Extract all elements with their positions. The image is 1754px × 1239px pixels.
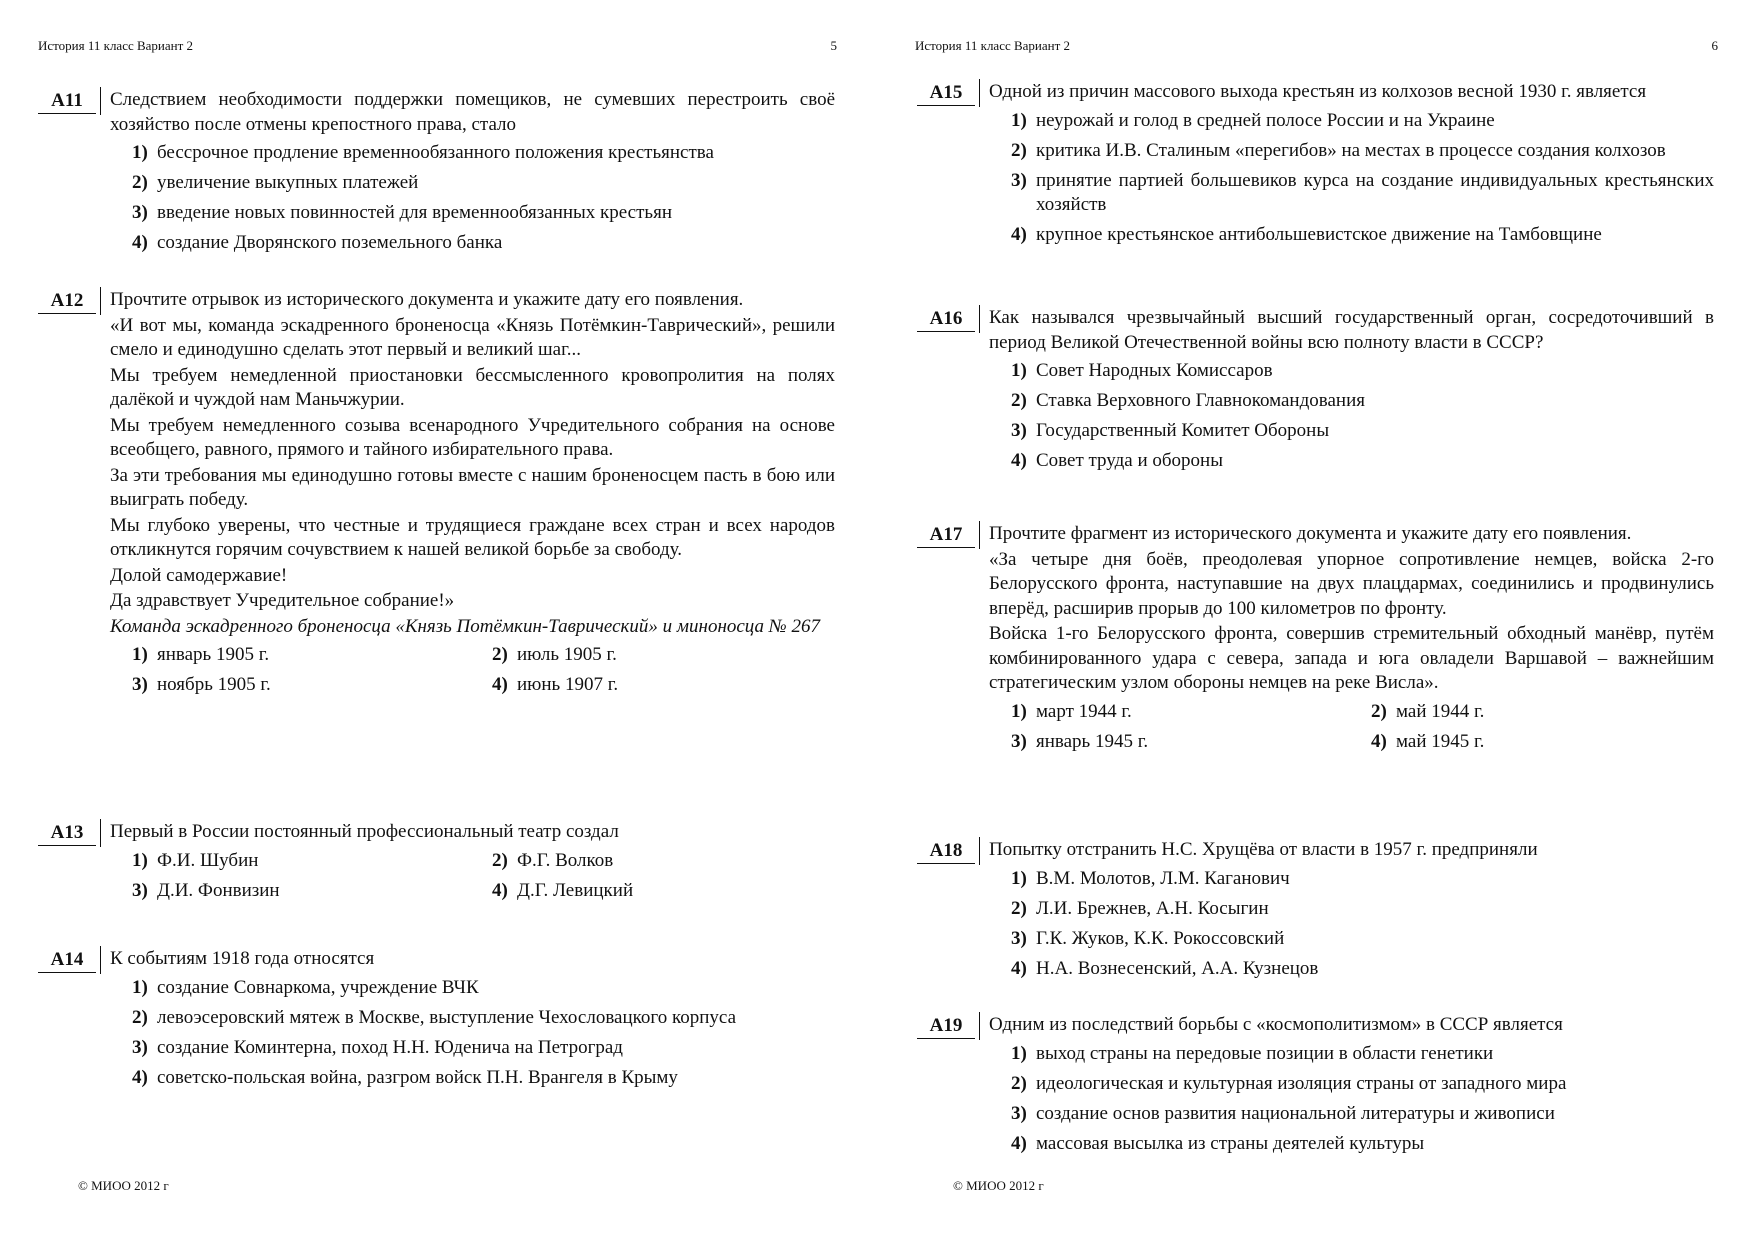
answer-option[interactable]: 3) Государственный Комитет Обороны bbox=[1011, 420, 1330, 441]
page-header bbox=[915, 38, 1718, 54]
question-a13 bbox=[38, 820, 835, 903]
question-label: A19 bbox=[917, 1014, 975, 1039]
answer-option[interactable]: 3) Д.И. Фонвизин bbox=[132, 879, 280, 901]
question-a16 bbox=[917, 306, 1714, 479]
question-label: A18 bbox=[917, 839, 975, 864]
answer-option[interactable]: 3) создание Коминтерна, поход Н.Н. Юденича на Петроград bbox=[132, 1036, 623, 1058]
answer-option[interactable]: 2) Ф.Г. Волков bbox=[492, 849, 614, 871]
answer-options bbox=[1011, 867, 1714, 981]
question-text: Прочтите отрывок из исторического документа и укажите дату его появления. «И вот мы, команда эскадренного броненосца «Князь Потёмкин-Таврический», решили смело и единодушно сделать этот первый и великий шаг... Мы требуем немедленной приостановки бессмысленного кровопролития на полях далёкой и чуждой нам Маньчжурии. Мы требуем немедленного созыва всенародного Учредительного собрания на основе всеобщего, равного, прямого и тайного избирательного права. За эти требования мы единодушно готовы вместе с нашим броненосцем пасть в бою или выиграть победу. Мы глубоко уверены, что честные и трудящиеся граждане всех стран и всех народов откликнутся горячим сочувствием к нашей великой борьбе за свободу. Долой самодержавие! Да здравствует Учредительное собрание!» Команда эскадренного броненосца «Князь Потёмкин-Таврический» и миноносца № 267 bbox=[110, 288, 835, 639]
page-footer: © МИОО 2012 г bbox=[953, 1178, 1044, 1193]
answer-option[interactable]: 4) создание Дворянского поземельного банка bbox=[132, 232, 503, 253]
document-source: Команда эскадренного броненосца «Князь Потёмкин-Таврический» и миноносца № 267 bbox=[110, 615, 820, 637]
answer-options bbox=[132, 976, 835, 1090]
answer-option[interactable]: 3) принятие партией большевиков курса на создание индивидуальных крестьянских хозяйств bbox=[1011, 169, 1714, 215]
answer-option[interactable]: 1) В.М. Молотов, Л.М. Каганович bbox=[1011, 867, 1290, 889]
answer-option[interactable]: 1) выход страны на передовые позиции в области генетики bbox=[1011, 1042, 1494, 1064]
answer-option[interactable]: 1) Ф.И. Шубин bbox=[132, 849, 259, 871]
answer-options bbox=[1011, 1042, 1714, 1156]
question-a17 bbox=[917, 522, 1714, 754]
answer-option[interactable]: 4) крупное крестьянское антибольшевистское движение на Тамбовщине bbox=[1011, 223, 1602, 245]
question-a12 bbox=[38, 288, 835, 697]
answer-option[interactable]: 1) январь 1905 г. bbox=[132, 644, 270, 665]
answer-option[interactable]: 4) май 1945 г. bbox=[1371, 730, 1485, 752]
right-page bbox=[877, 0, 1754, 1239]
answer-option[interactable]: 1) бессрочное продление временнообязанного положения крестьянства bbox=[132, 142, 714, 163]
answer-options bbox=[1011, 359, 1714, 473]
question-a14 bbox=[38, 947, 835, 1096]
answer-option[interactable]: 4) Совет труда и обороны bbox=[1011, 450, 1223, 471]
answer-option[interactable]: 2) идеологическая и культурная изоляция страны от западного мира bbox=[1011, 1072, 1567, 1094]
question-a19 bbox=[917, 1013, 1714, 1162]
answer-option[interactable]: 4) советско-польская война, разгром войск П.Н. Врангеля в Крыму bbox=[132, 1066, 678, 1088]
question-label: A12 bbox=[38, 289, 96, 314]
question-label: A13 bbox=[38, 821, 96, 846]
question-label: A17 bbox=[917, 523, 975, 548]
answer-options bbox=[1011, 109, 1714, 247]
answer-option[interactable]: 2) увеличение выкупных платежей bbox=[132, 172, 419, 193]
answer-option[interactable]: 1) неурожай и голод в средней полосе России и на Украине bbox=[1011, 109, 1495, 131]
question-text: Как назывался чрезвычайный высший государственный орган, сосредоточивший в период Великой Отечественной войны всю полноту власти в СССР? bbox=[989, 307, 1714, 353]
question-label: A11 bbox=[38, 89, 96, 114]
page-number: 6 bbox=[1711, 38, 1718, 53]
answer-option[interactable]: 2) июль 1905 г. bbox=[492, 644, 617, 665]
question-a15 bbox=[917, 80, 1714, 253]
question-text: Первый в России постоянный профессиональный театр создал bbox=[110, 821, 619, 842]
question-text: Одним из последствий борьбы с «космополитизмом» в СССР является bbox=[989, 1014, 1563, 1035]
page-footer: © МИОО 2012 г bbox=[78, 1178, 169, 1193]
answer-option[interactable]: 2) левоэсеровский мятеж в Москве, выступление Чехословацкого корпуса bbox=[132, 1006, 737, 1028]
answer-option[interactable]: 2) май 1944 г. bbox=[1371, 700, 1485, 722]
answer-option[interactable]: 4) июнь 1907 г. bbox=[492, 674, 619, 695]
answer-option[interactable]: 4) Д.Г. Левицкий bbox=[492, 879, 634, 901]
answer-option[interactable]: 4) массовая высылка из страны деятелей культуры bbox=[1011, 1132, 1425, 1154]
answer-option[interactable]: 1) Совет Народных Комиссаров bbox=[1011, 360, 1273, 381]
answer-option[interactable]: 2) Л.И. Брежнев, А.Н. Косыгин bbox=[1011, 897, 1269, 919]
answer-options bbox=[1011, 700, 1714, 754]
answer-options bbox=[132, 643, 835, 697]
question-label: A14 bbox=[38, 948, 96, 973]
answer-option[interactable]: 4) Н.А. Вознесенский, А.А. Кузнецов bbox=[1011, 957, 1319, 979]
question-a11 bbox=[38, 88, 835, 261]
answer-option[interactable]: 2) критика И.В. Сталиным «перегибов» на местах в процессе создания колхозов bbox=[1011, 139, 1666, 161]
answer-option[interactable]: 3) введение новых повинностей для временнообязанных крестьян bbox=[132, 202, 672, 223]
page-header bbox=[38, 38, 837, 54]
question-text: Одной из причин массового выхода крестьян из колхозов весной 1930 г. является bbox=[989, 81, 1647, 102]
question-text: Следствием необходимости поддержки помещиков, не сумевших перестроить своё хозяйство после отмены крепостного права, стало bbox=[110, 89, 835, 135]
question-label: A15 bbox=[917, 81, 975, 106]
answer-option[interactable]: 3) создание основ развития национальной литературы и живописи bbox=[1011, 1102, 1555, 1124]
answer-option[interactable]: 2) Ставка Верховного Главнокомандования bbox=[1011, 390, 1365, 411]
question-a18 bbox=[917, 838, 1714, 987]
question-label: A16 bbox=[917, 307, 975, 332]
answer-option[interactable]: 1) создание Совнаркома, учреждение ВЧК bbox=[132, 976, 479, 998]
question-text: Попытку отстранить Н.С. Хрущёва от власти в 1957 г. предприняли bbox=[989, 839, 1538, 860]
answer-option[interactable]: 1) март 1944 г. bbox=[1011, 700, 1132, 722]
answer-options bbox=[132, 849, 835, 903]
header-title: История 11 класс Вариант 2 bbox=[38, 38, 194, 53]
answer-option[interactable]: 3) Г.К. Жуков, К.К. Рокоссовский bbox=[1011, 927, 1285, 949]
answer-option[interactable]: 3) ноябрь 1905 г. bbox=[132, 674, 271, 695]
page-number: 5 bbox=[830, 38, 837, 53]
question-text: К событиям 1918 года относятся bbox=[110, 948, 375, 969]
answer-options bbox=[132, 141, 835, 255]
header-title: История 11 класс Вариант 2 bbox=[915, 38, 1071, 53]
question-text: Прочтите фрагмент из исторического документа и укажите дату его появления. «За четыре дня боёв, преодолевая упорное сопротивление немцев, войска 2-го Белорусского фронта, наступавшие на двух плацдармах, соединились и продвинулись вперёд, расширив прорыв до 100 километров по фронту. Войска 1-го Белорусского фронта, совершив стремительный обходный манёвр, путём комбинированного удара с севера, запада и юга овладели Варшавой – важнейшим стратегическим узлом обороны немцев на реке Висла». bbox=[989, 523, 1714, 693]
answer-option[interactable]: 3) январь 1945 г. bbox=[1011, 730, 1149, 752]
